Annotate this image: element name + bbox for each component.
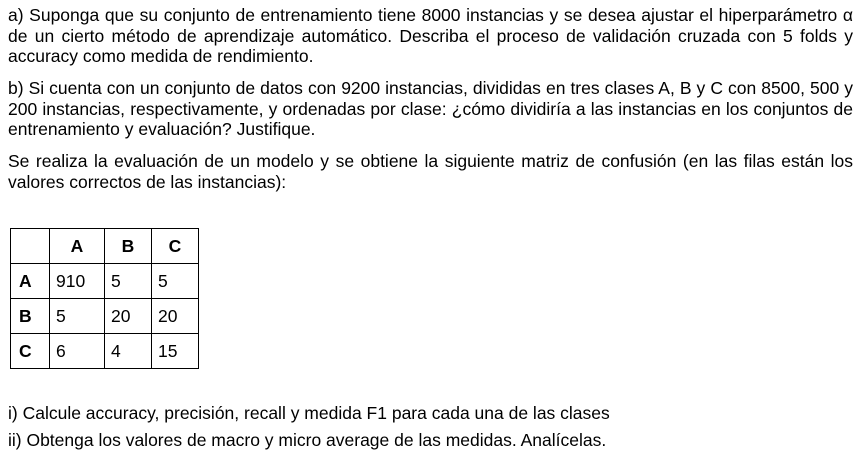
- question-ii: ii) Obtenga los valores de macro y micro average de las medidas. Analícelas.: [8, 430, 607, 450]
- table-row: [11, 264, 199, 299]
- table-cell: 20: [152, 299, 199, 334]
- confusion-matrix-table: [10, 228, 199, 369]
- row-header-b: B: [11, 299, 50, 334]
- table-cell: 4: [105, 334, 152, 369]
- question-i: i) Calcule accuracy, precisión, recall y medida F1 para cada una de las clases: [8, 403, 610, 423]
- table-cell: 5: [152, 264, 199, 299]
- paragraph-c: Se realiza la evaluación de un modelo y se obtiene la siguiente matriz de confusión (en las filas están los valores correctos de las instancias):: [8, 151, 853, 192]
- table-cell: 910: [50, 264, 105, 299]
- table-cell: 5: [105, 264, 152, 299]
- table-cell: 20: [105, 299, 152, 334]
- row-header-c: C: [11, 334, 50, 369]
- table-cell: 6: [50, 334, 105, 369]
- table-row: [11, 299, 199, 334]
- col-header-c: C: [152, 229, 199, 264]
- col-header-b: B: [105, 229, 152, 264]
- paragraph-b: b) Si cuenta con un conjunto de datos con 9200 instancias, divididas en tres clases A, B y C con 8500, 500 y 200 instancias, respectivamente, y ordenadas por clase: ¿cómo dividiría a las instancias en los conjuntos de entrenamiento y evaluación? Justifique.: [8, 78, 853, 139]
- table-header-row: [11, 229, 199, 264]
- table-cell: 15: [152, 334, 199, 369]
- paragraph-a: a) Suponga que su conjunto de entrenamiento tiene 8000 instancias y se desea ajustar el hiperparámetro α de un cierto método de aprendizaje automático. Describa el proceso de validación cruzada con 5 folds y accuracy como medida de rendimiento.: [8, 5, 853, 66]
- table-cell: 5: [50, 299, 105, 334]
- table-corner-cell: [11, 229, 50, 264]
- table-row: [11, 334, 199, 369]
- col-header-a: A: [50, 229, 105, 264]
- row-header-a: A: [11, 264, 50, 299]
